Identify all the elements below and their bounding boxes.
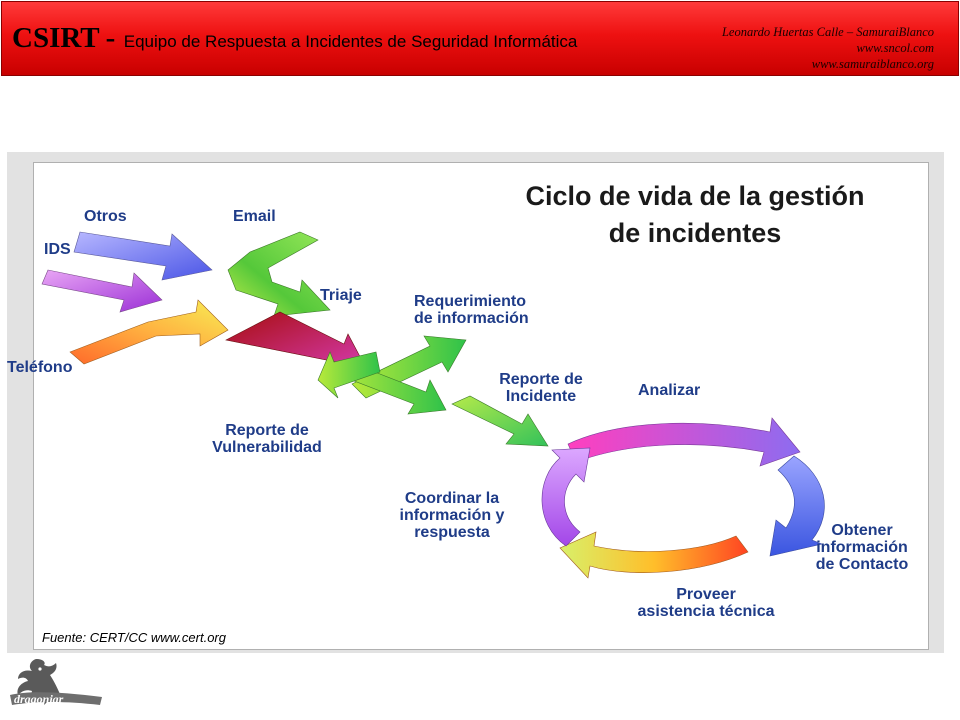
figure-source: Fuente: CERT/CC www.cert.org	[42, 630, 226, 645]
email-arrow	[228, 232, 330, 316]
cycle-analizar-arrow	[568, 418, 800, 466]
otros-arrow	[74, 232, 212, 280]
label-reporte-incidente	[488, 371, 594, 405]
label-obtener-line-2: información	[816, 539, 908, 556]
header-author: Leonardo Huertas Calle – SamuraiBlanco	[721, 25, 934, 39]
label-requerimiento-line-2: de información	[414, 310, 529, 327]
header-subtitle: Equipo de Respuesta a Incidentes de Seguridad Informática	[123, 32, 578, 51]
label-telefono: Teléfono	[7, 359, 73, 376]
label-analizar: Analizar	[638, 382, 701, 399]
ids-arrow	[42, 270, 162, 312]
label-ids: IDS	[44, 241, 71, 258]
label-email: Email	[233, 208, 276, 225]
label-coordinar-line-3: respuesta	[414, 524, 490, 541]
label-coordinar-line-1: Coordinar la	[404, 490, 500, 507]
label-obtener-line-3: de Contacto	[815, 556, 909, 573]
label-triaje: Triaje	[320, 287, 362, 304]
label-requerimiento	[414, 293, 529, 327]
svg-text:dragonjar: dragonjar	[14, 692, 64, 706]
label-reporte-vulnerabilidad-line-2: Vulnerabilidad	[212, 439, 322, 456]
label-proveer	[622, 586, 790, 620]
dragon-logo-icon	[6, 655, 106, 717]
cycle-proveer-arrow	[560, 532, 748, 578]
label-obtener-line-1: Obtener	[831, 522, 893, 539]
header-title: CSIRT	[12, 22, 100, 54]
diagram-title	[470, 178, 920, 252]
label-obtener-contacto	[806, 522, 918, 573]
label-proveer-line-1: Proveer	[676, 586, 736, 603]
cycle-coordinar-arrow	[542, 448, 590, 546]
header-dash: -	[105, 22, 116, 54]
diagram-title-line-2: de incidentes	[608, 218, 782, 248]
label-reporte-vulnerabilidad	[200, 422, 334, 456]
label-reporte-incidente-line-1: Reporte de	[499, 371, 583, 388]
telefono-arrow	[70, 300, 228, 364]
label-reporte-vulnerabilidad-line-1: Reporte de	[225, 422, 309, 439]
label-otros: Otros	[84, 208, 127, 225]
diagram-title-line-1: Ciclo de vida de la gestión	[525, 181, 865, 211]
header-site-2: www.samuraiblanco.org	[811, 57, 934, 71]
label-requerimiento-line-1: Requerimiento	[414, 293, 527, 310]
label-reporte-incidente-line-2: Incidente	[505, 388, 577, 405]
label-coordinar	[388, 490, 516, 541]
label-coordinar-line-2: información y	[399, 507, 505, 524]
header-site-1: www.sncol.com	[856, 41, 934, 55]
label-proveer-line-2: asistencia técnica	[637, 603, 775, 620]
